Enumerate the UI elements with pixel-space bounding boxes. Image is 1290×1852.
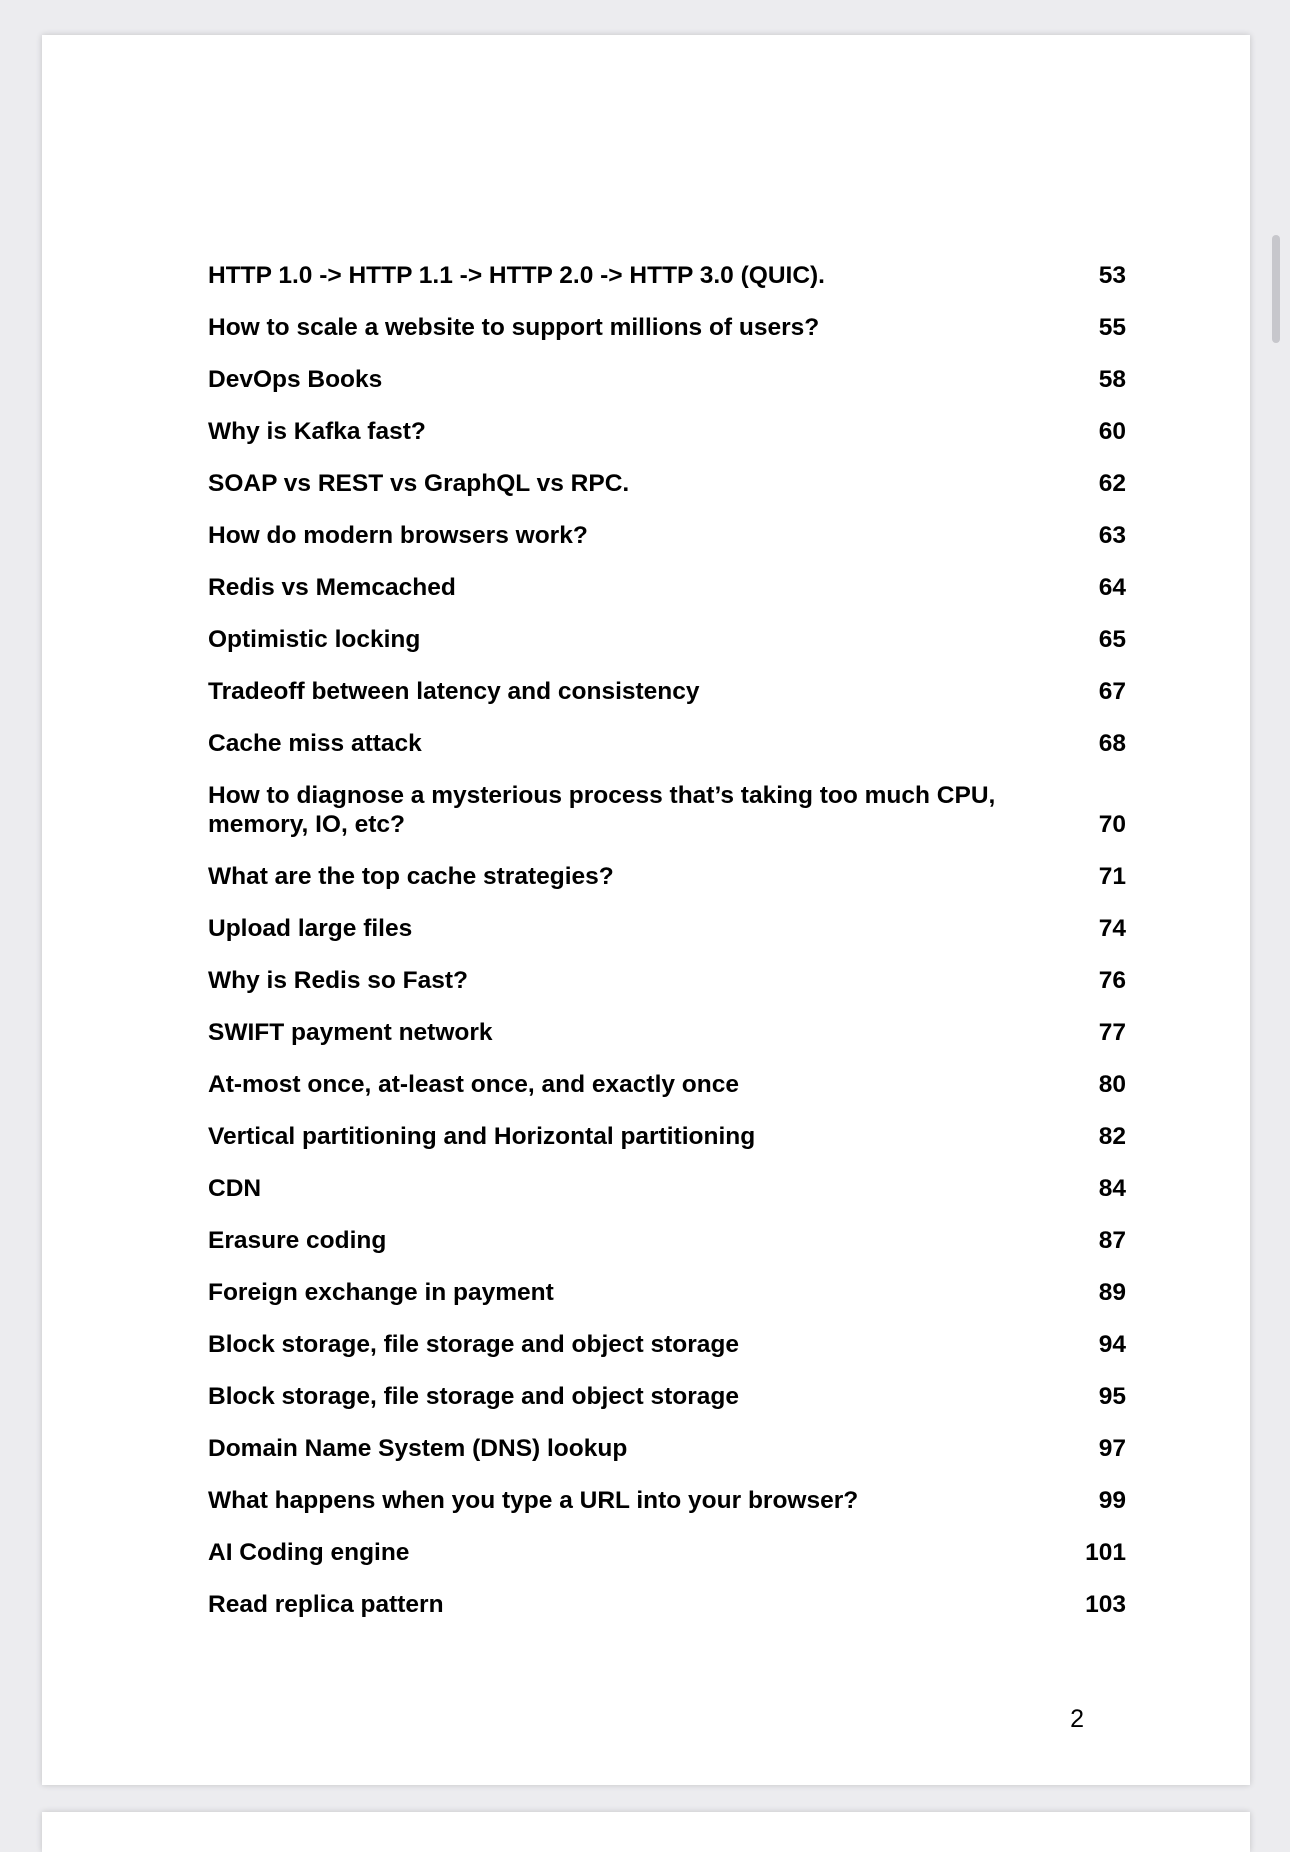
- toc-entry[interactable]: [208, 625, 1126, 654]
- toc-entry-page: 76: [1098, 967, 1126, 994]
- toc-entry[interactable]: [208, 677, 1126, 706]
- toc-entry[interactable]: [208, 313, 1126, 342]
- toc-entry-title: What happens when you type a URL into your browser?: [208, 1487, 859, 1514]
- toc-entry-page: 82: [1098, 1123, 1126, 1150]
- toc-entry[interactable]: [208, 469, 1126, 498]
- toc-entry-page: 95: [1098, 1383, 1126, 1410]
- toc-entry-title: Redis vs Memcached: [208, 574, 456, 601]
- toc-entry-page: 68: [1098, 730, 1126, 757]
- toc-entry-title: How do modern browsers work?: [208, 522, 588, 549]
- toc-entry-title: Why is Redis so Fast?: [208, 967, 469, 994]
- toc-entry-page: 64: [1098, 574, 1126, 601]
- toc-entry-title: How to diagnose a mysterious process that’s taking too much CPU, memory, IO, etc?: [208, 782, 996, 838]
- toc-entry-title: Block storage, file storage and object storage: [208, 1383, 739, 1410]
- toc-entry-title: Optimistic locking: [208, 626, 421, 653]
- toc-entry-page: 70: [1098, 811, 1126, 838]
- toc-entry[interactable]: [208, 966, 1126, 995]
- toc-entry-title: Read replica pattern: [208, 1591, 444, 1618]
- toc-entry[interactable]: [208, 1330, 1126, 1359]
- page-number: 2: [1070, 1705, 1084, 1733]
- toc-entry-title: Vertical partitioning and Horizontal partitioning: [208, 1123, 756, 1150]
- toc-entry-page: 67: [1098, 678, 1126, 705]
- toc-entry-page: 84: [1098, 1175, 1126, 1202]
- toc-entry[interactable]: [208, 729, 1126, 758]
- toc-entry[interactable]: [208, 1538, 1126, 1567]
- toc-entry[interactable]: [208, 417, 1126, 446]
- toc-entry-page: 94: [1098, 1331, 1126, 1358]
- toc-entry-title: AI Coding engine: [208, 1539, 410, 1566]
- toc-entry[interactable]: [208, 1018, 1126, 1047]
- toc-entry-page: 87: [1098, 1227, 1126, 1254]
- toc-entry[interactable]: [208, 573, 1126, 602]
- toc-entry[interactable]: [208, 1434, 1126, 1463]
- toc-entry-page: 55: [1098, 314, 1126, 341]
- toc-entry-page: 97: [1098, 1435, 1126, 1462]
- toc-entry-title: At-most once, at-least once, and exactly once: [208, 1071, 739, 1098]
- toc-entry-title: SWIFT payment network: [208, 1019, 493, 1046]
- table-of-contents: [208, 261, 1126, 1642]
- toc-entry[interactable]: [208, 365, 1126, 394]
- toc-entry[interactable]: [208, 1486, 1126, 1515]
- toc-entry-page: 99: [1098, 1487, 1126, 1514]
- toc-entry-title: Block storage, file storage and object storage: [208, 1331, 739, 1358]
- toc-entry-page: 89: [1098, 1279, 1126, 1306]
- toc-entry-page: 53: [1098, 262, 1126, 289]
- toc-entry-page: 101: [1085, 1539, 1126, 1566]
- toc-entry-page: 80: [1098, 1071, 1126, 1098]
- toc-entry-title: Why is Kafka fast?: [208, 418, 426, 445]
- toc-entry-title: Foreign exchange in payment: [208, 1279, 554, 1306]
- toc-entry[interactable]: [208, 1278, 1126, 1307]
- toc-entry[interactable]: [208, 1070, 1126, 1099]
- toc-entry[interactable]: [208, 1226, 1126, 1255]
- toc-entry[interactable]: [208, 261, 1126, 290]
- toc-entry-page: 71: [1098, 863, 1126, 890]
- toc-entry-title: Cache miss attack: [208, 730, 422, 757]
- next-page-edge: [42, 1812, 1250, 1852]
- document-page: [42, 35, 1250, 1785]
- toc-entry-title: SOAP vs REST vs GraphQL vs RPC.: [208, 470, 630, 497]
- toc-entry[interactable]: [208, 862, 1126, 891]
- toc-entry-page: 74: [1098, 915, 1126, 942]
- toc-entry-title: How to scale a website to support millions of users?: [208, 314, 820, 341]
- toc-entry[interactable]: [208, 914, 1126, 943]
- toc-entry-title: HTTP 1.0 -> HTTP 1.1 -> HTTP 2.0 -> HTTP 3.0 (QUIC).: [208, 262, 825, 289]
- toc-entry-title: What are the top cache strategies?: [208, 863, 614, 890]
- toc-entry-page: 63: [1098, 522, 1126, 549]
- toc-entry-page: 60: [1098, 418, 1126, 445]
- toc-entry-title: Upload large files: [208, 915, 413, 942]
- toc-entry-title: Tradeoff between latency and consistency: [208, 678, 700, 705]
- toc-entry-title: DevOps Books: [208, 366, 383, 393]
- toc-entry[interactable]: [208, 1382, 1126, 1411]
- toc-entry[interactable]: [208, 1174, 1126, 1203]
- toc-entry[interactable]: [208, 1122, 1126, 1151]
- toc-entry-page: 62: [1098, 470, 1126, 497]
- toc-entry[interactable]: [208, 781, 1126, 839]
- scrollbar-thumb[interactable]: [1272, 235, 1280, 343]
- toc-entry[interactable]: [208, 521, 1126, 550]
- toc-entry-title: Erasure coding: [208, 1227, 387, 1254]
- toc-entry-title: Domain Name System (DNS) lookup: [208, 1435, 628, 1462]
- toc-entry-title: CDN: [208, 1175, 262, 1202]
- toc-entry[interactable]: [208, 1590, 1126, 1619]
- toc-entry-page: 103: [1085, 1591, 1126, 1618]
- toc-entry-page: 58: [1098, 366, 1126, 393]
- toc-entry-page: 65: [1098, 626, 1126, 653]
- toc-entry-page: 77: [1098, 1019, 1126, 1046]
